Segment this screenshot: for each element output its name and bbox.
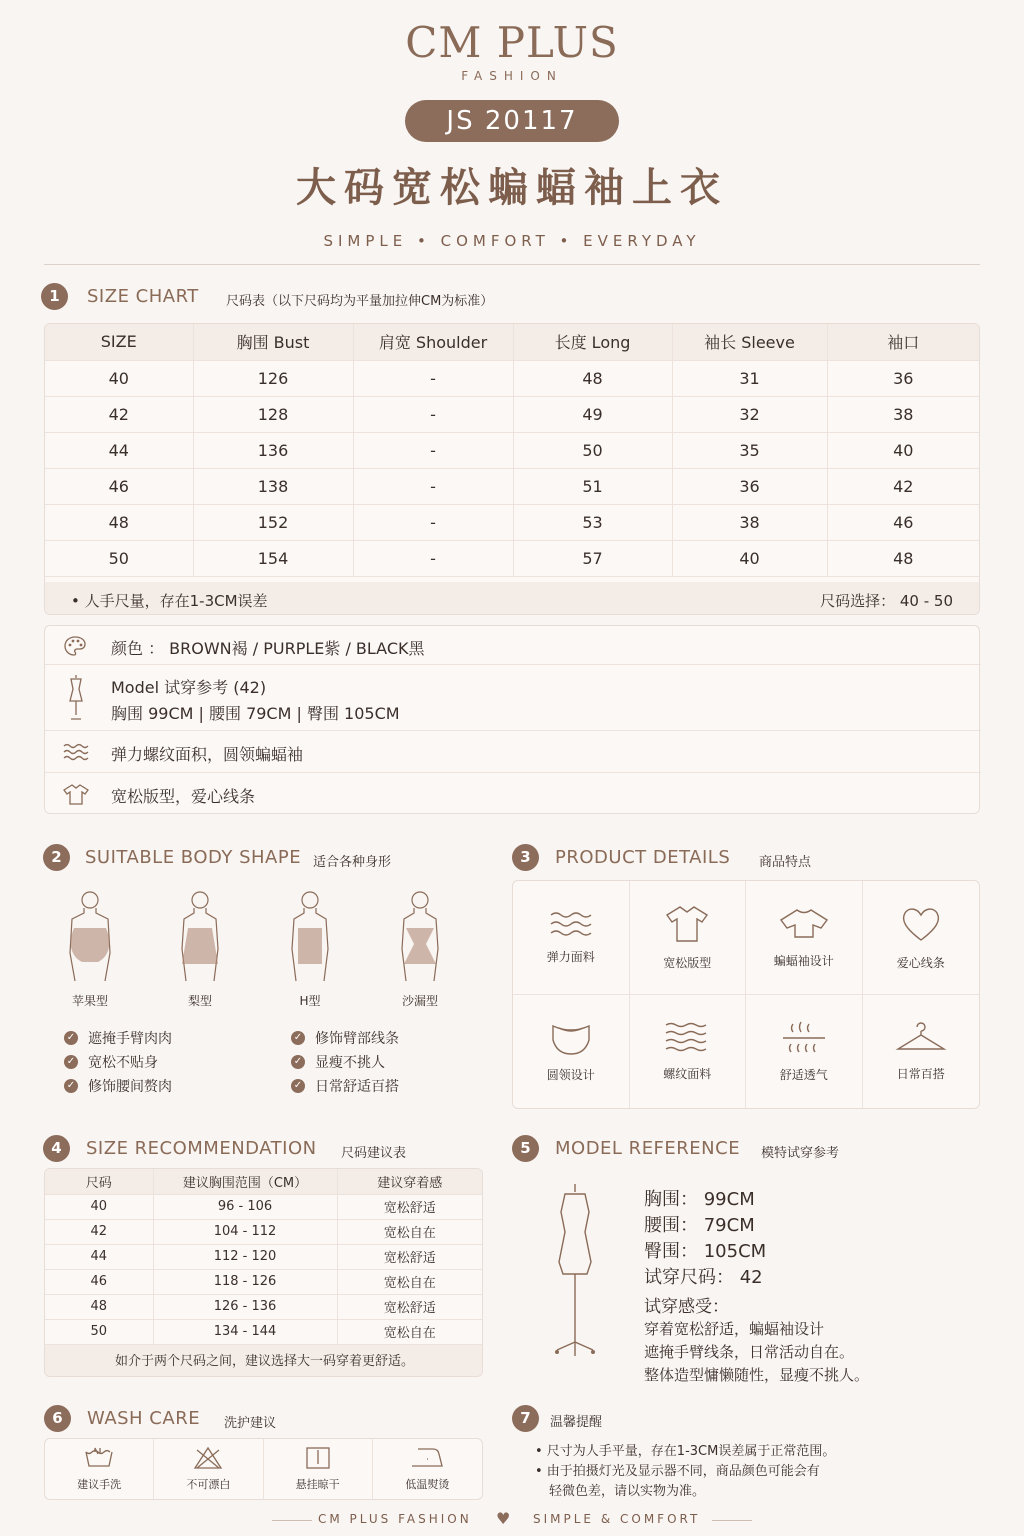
- tip-line: 轻微色差，请以实物为准。: [549, 1484, 706, 1499]
- hanger-icon: [895, 1021, 947, 1055]
- table-row: 46 118 - 126 宽松自在: [45, 1269, 482, 1294]
- benefit-item: ✓ 显瘦不挑人: [291, 1052, 385, 1072]
- table-cell: 53: [513, 504, 672, 540]
- column-header: 袖长 Sleeve: [672, 324, 827, 360]
- body-shape-apple: [50, 888, 130, 1009]
- table-cell: -: [353, 396, 513, 432]
- fitting-feel-line: 穿着宽松舒适，蝙蝠袖设计: [644, 1320, 825, 1338]
- detail-item: 蝙蝠袖设计: [746, 881, 863, 995]
- table-cell: 48: [45, 504, 193, 540]
- check-icon: ✓: [291, 1055, 305, 1069]
- section-number: 1: [41, 283, 68, 310]
- table-cell: 46: [827, 504, 979, 540]
- tip-line: • 由于拍摄灯光及显示器不同，商品颜色可能会有: [535, 1464, 820, 1479]
- batwing-top-icon: [779, 906, 829, 942]
- wave-fabric-icon: [63, 743, 89, 761]
- fit-description: 宽松版型，爱心线条: [111, 787, 256, 806]
- table-cell: -: [353, 360, 513, 396]
- table-cell: 36: [827, 360, 979, 396]
- breathable-icon: [781, 1020, 827, 1056]
- fitting-feel-line: 遮掩手臂线条，日常活动自在。: [644, 1343, 855, 1361]
- size-chart-table: [44, 323, 980, 615]
- info-row-color: [45, 626, 981, 665]
- size-range: 尺码选择： 40 - 50: [820, 592, 953, 610]
- shape-label: H型: [299, 994, 321, 1008]
- table-row: 50 134 - 144 宽松自在: [45, 1319, 482, 1344]
- fitting-feel-line: 整体造型慵懒随性，显瘦不挑人。: [644, 1366, 870, 1384]
- model-bust: 胸围： 99CM: [644, 1189, 755, 1210]
- footer-divider: [712, 1520, 752, 1521]
- section-number: 3: [512, 844, 539, 871]
- recommendation-note: 如介于两个尺码之间，建议选择大一码穿着更舒适。: [45, 1345, 483, 1377]
- model-reference: Model 试穿参考 (42): [111, 678, 267, 697]
- table-cell: 42: [45, 396, 193, 432]
- product-info-box: [44, 625, 980, 814]
- model-waist: 腰围： 79CM: [644, 1215, 755, 1236]
- section-number: 4: [43, 1135, 70, 1162]
- wash-item: 建议手洗: [45, 1439, 154, 1499]
- table-cell: 136: [193, 432, 353, 468]
- table-row: [45, 468, 979, 504]
- table-cell: 38: [827, 396, 979, 432]
- body-shapes: [50, 888, 470, 1018]
- table-cell: -: [353, 468, 513, 504]
- table-row: 48 126 - 136 宽松舒适: [45, 1294, 482, 1319]
- detail-item: 爱心线条: [863, 881, 980, 995]
- section-title: 温馨提醒: [550, 1415, 603, 1430]
- info-row-model: [45, 665, 981, 731]
- column-header: 建议胸围范围（CM）: [153, 1169, 337, 1194]
- table-header-row: [45, 324, 979, 360]
- tshirt-icon: [63, 783, 89, 805]
- brand-logo: CM PLUS: [405, 18, 619, 67]
- measure-note: • 人手尺量，存在1-3CM误差: [71, 592, 268, 610]
- table-cell: 32: [672, 396, 827, 432]
- section-title: SUITABLE BODY SHAPE: [85, 847, 302, 868]
- check-icon: ✓: [291, 1031, 305, 1045]
- body-shape-h: [270, 888, 350, 1009]
- table-cell: 51: [513, 468, 672, 504]
- divider: [44, 264, 980, 265]
- check-icon: ✓: [64, 1055, 78, 1069]
- fabric-description: 弹力螺纹面积，圆领蝙蝠袖: [111, 745, 304, 764]
- table-cell: 48: [513, 360, 672, 396]
- stretch-wave-icon: [549, 910, 593, 938]
- table-cell: 31: [672, 360, 827, 396]
- fitting-feel-title: 试穿感受：: [644, 1297, 729, 1317]
- detail-item: 弹力面料: [513, 881, 630, 995]
- wash-item: 低温熨烫: [373, 1439, 482, 1499]
- pear-body-icon: [160, 888, 240, 986]
- rib-fabric-icon: [664, 1021, 710, 1055]
- model-measurements: 胸围 99CM | 腰围 79CM | 臀围 105CM: [111, 704, 400, 723]
- benefit-item: ✓ 遮掩手臂肉肉: [64, 1028, 172, 1048]
- shape-label: 沙漏型: [401, 994, 438, 1008]
- section-title: SIZE CHART: [87, 286, 199, 307]
- table-row: 44 112 - 120 宽松舒适: [45, 1244, 482, 1269]
- table-cell: -: [353, 540, 513, 576]
- product-details-grid: [512, 880, 980, 1109]
- apple-body-icon: [50, 888, 130, 986]
- section-number: 2: [43, 844, 70, 871]
- heart-icon: ♥: [496, 1509, 511, 1528]
- table-row: [45, 540, 979, 576]
- benefit-item: ✓ 修饰臂部线条: [291, 1028, 399, 1048]
- model-size: 试穿尺码： 42: [644, 1267, 763, 1288]
- hang-dry-icon: [303, 1446, 333, 1470]
- table-cell: 44: [45, 432, 193, 468]
- detail-item: 日常百搭: [863, 995, 980, 1109]
- section-subtitle: 尺码建议表: [341, 1146, 407, 1161]
- table-cell: 49: [513, 396, 672, 432]
- mannequin-icon: [545, 1182, 605, 1362]
- check-icon: ✓: [64, 1079, 78, 1093]
- info-row-fit: [45, 773, 981, 815]
- section-title: SIZE RECOMMENDATION: [86, 1138, 317, 1159]
- hourglass-body-icon: [380, 888, 460, 986]
- hand-wash-icon: [84, 1446, 114, 1470]
- section-subtitle: 适合各种身形: [313, 855, 392, 870]
- benefit-item: ✓ 宽松不贴身: [64, 1052, 158, 1072]
- tip-line: • 尺寸为人手平量，存在1-3CM误差属于正常范围。: [535, 1444, 836, 1459]
- table-cell: 138: [193, 468, 353, 504]
- table-cell: 38: [672, 504, 827, 540]
- table-cell: 50: [513, 432, 672, 468]
- shape-label: 梨型: [187, 994, 212, 1008]
- footer-divider: [272, 1520, 312, 1521]
- color-options: 颜色 ： BROWN褐 / PURPLE紫 / BLACK黑: [111, 639, 425, 658]
- column-header: 胸围 Bust: [193, 324, 353, 360]
- section-title: WASH CARE: [87, 1408, 201, 1429]
- table-cell: 154: [193, 540, 353, 576]
- section-subtitle: 洗护建议: [224, 1416, 277, 1431]
- section-number: 6: [44, 1405, 71, 1432]
- section-number: 5: [512, 1135, 539, 1162]
- column-header: 建议穿着感: [337, 1169, 482, 1194]
- table-row: [45, 360, 979, 396]
- table-row: 40 96 - 106 宽松舒适: [45, 1194, 482, 1219]
- table-row: [45, 504, 979, 540]
- section-subtitle: 模特试穿参考: [761, 1146, 840, 1161]
- table-cell: 48: [827, 540, 979, 576]
- table-cell: 128: [193, 396, 353, 432]
- check-icon: ✓: [64, 1031, 78, 1045]
- section-subtitle: 商品特点: [759, 855, 812, 870]
- round-neck-icon: [549, 1020, 593, 1056]
- detail-item: 螺纹面料: [630, 995, 747, 1109]
- table-cell: 46: [45, 468, 193, 504]
- brand-subtitle: FASHION: [461, 69, 563, 83]
- table-cell: 35: [672, 432, 827, 468]
- tagline: SIMPLE • COMFORT • EVERYDAY: [323, 232, 701, 250]
- table-cell: 152: [193, 504, 353, 540]
- column-header: 袖口: [827, 324, 979, 360]
- benefit-item: ✓ 修饰腰间赘肉: [64, 1076, 172, 1096]
- size-recommendation-table: [44, 1168, 483, 1377]
- table-cell: 40: [672, 540, 827, 576]
- body-shape-pear: [160, 888, 240, 1009]
- size-chart-footer: [45, 582, 980, 615]
- table-row: 42 104 - 112 宽松自在: [45, 1219, 482, 1244]
- table-row: [45, 396, 979, 432]
- column-header: SIZE: [45, 324, 193, 360]
- table-row: [45, 432, 979, 468]
- wash-item: 悬挂晾干: [264, 1439, 373, 1499]
- section-subtitle: 尺码表（以下尺码均为平量加拉伸CM为标准）: [226, 294, 494, 309]
- no-bleach-icon: [193, 1446, 223, 1470]
- section-number: 7: [512, 1405, 539, 1432]
- benefit-item: ✓ 日常舒适百搭: [291, 1076, 399, 1096]
- shape-label: 苹果型: [71, 994, 108, 1008]
- table-header-row: [45, 1169, 482, 1194]
- palette-icon: [63, 635, 87, 657]
- check-icon: ✓: [291, 1079, 305, 1093]
- table-cell: 42: [827, 468, 979, 504]
- table-cell: -: [353, 432, 513, 468]
- product-code-badge: JS 20117: [405, 100, 619, 142]
- detail-item: 舒适透气: [746, 995, 863, 1109]
- detail-item: 宽松版型: [630, 881, 747, 995]
- detail-item: 圆领设计: [513, 995, 630, 1109]
- section-title: MODEL REFERENCE: [555, 1138, 741, 1159]
- low-iron-icon: [410, 1446, 444, 1470]
- table-cell: 126: [193, 360, 353, 396]
- heart-icon: [899, 904, 943, 944]
- wash-care-icons: [44, 1438, 483, 1500]
- table-cell: 40: [45, 360, 193, 396]
- section-title: PRODUCT DETAILS: [555, 847, 731, 868]
- footer-brand: CM PLUS FASHION: [318, 1512, 472, 1526]
- body-shape-hourglass: [380, 888, 460, 1009]
- table-cell: 36: [672, 468, 827, 504]
- column-header: 长度 Long: [513, 324, 672, 360]
- model-hip: 臀围： 105CM: [644, 1241, 767, 1262]
- info-row-fabric: [45, 731, 981, 773]
- table-cell: 40: [827, 432, 979, 468]
- page-title: 大码宽松蝙蝠袖上衣: [296, 165, 728, 211]
- dress-form-icon: [65, 673, 87, 721]
- column-header: 尺码: [45, 1169, 153, 1194]
- wash-item: 不可漂白: [154, 1439, 263, 1499]
- column-header: 肩宽 Shoulder: [353, 324, 513, 360]
- tshirt-icon: [665, 904, 709, 944]
- table-cell: -: [353, 504, 513, 540]
- footer-tagline: SIMPLE & COMFORT: [533, 1512, 701, 1526]
- table-cell: 57: [513, 540, 672, 576]
- h-body-icon: [270, 888, 350, 986]
- table-cell: 50: [45, 540, 193, 576]
